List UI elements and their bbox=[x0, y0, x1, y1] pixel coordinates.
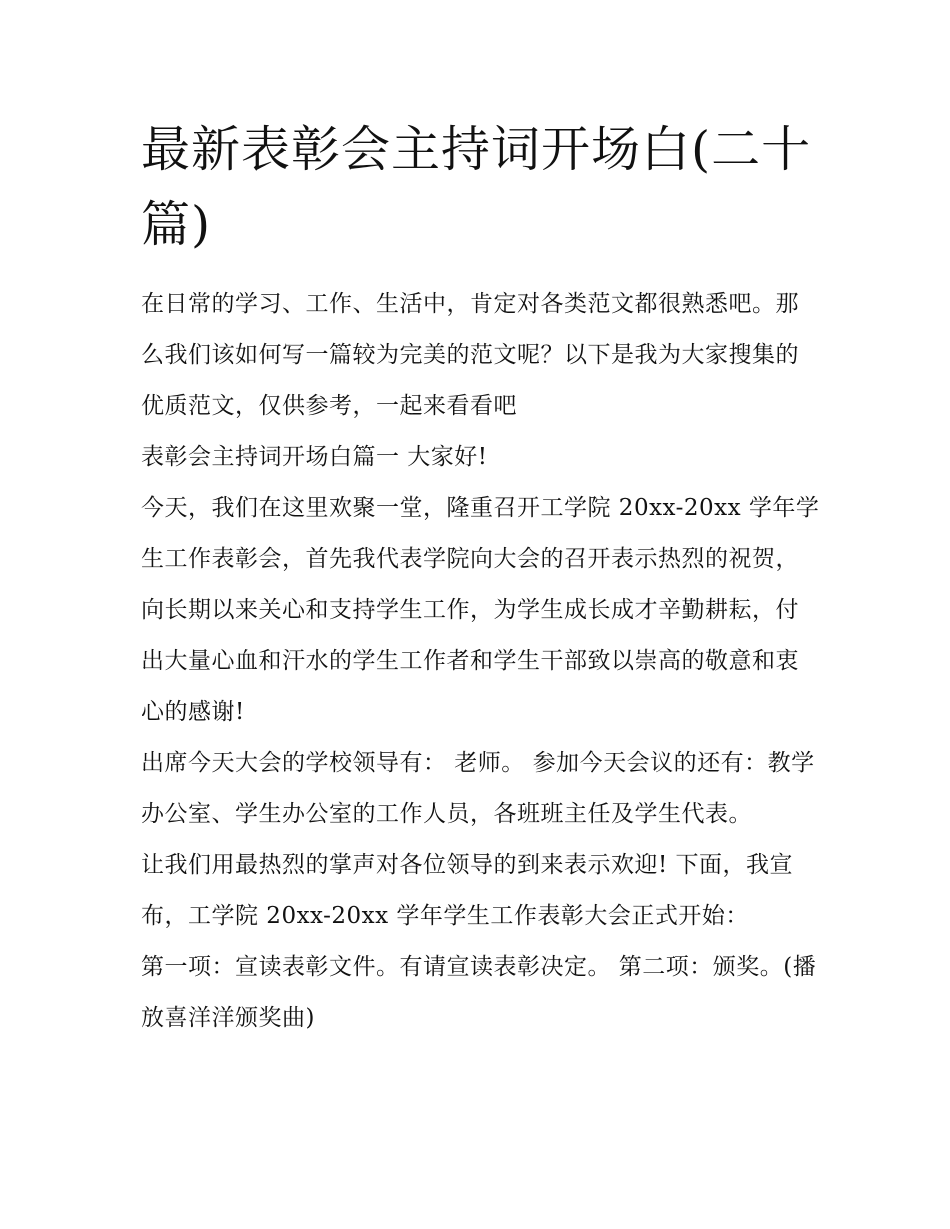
paragraph-attendees: 出席今天大会的学校领导有： 老师。 参加今天会议的还有：教学办公室、学生办公室的工作人员，各班班主任及学生代表。 bbox=[141, 750, 815, 827]
document-title: 最新表彰会主持词开场白(二十篇) bbox=[141, 121, 812, 253]
paragraph-section-heading: 表彰会主持词开场白篇一 大家好! bbox=[141, 444, 488, 470]
paragraph-agenda: 第一项：宣读表彰文件。有请宣读表彰决定。 第二项：颁奖。(播放喜洋洋颁奖曲) bbox=[141, 954, 817, 1031]
document-body bbox=[141, 279, 821, 1044]
paragraph-announcement: 让我们用最热烈的掌声对各位领导的到来表示欢迎! 下面，我宣布，工学院 20xx-20xx 学年学生工作表彰大会正式开始： bbox=[141, 852, 794, 929]
paragraph-intro: 在日常的学习、工作、生活中，肯定对各类范文都很熟悉吧。那么我们该如何写一篇较为完美的范文呢？以下是我为大家搜集的优质范文，仅供参考，一起来看看吧 bbox=[141, 291, 799, 419]
paragraph-opening: 今天，我们在这里欢聚一堂，隆重召开工学院 20xx-20xx 学年学生工作表彰会，首先我代表学院向大会的召开表示热烈的祝贺，向长期以来关心和支持学生工作，为学生成长成才辛勤耕耘，付出大量心血和汗水的学生工作者和学生干部致以崇高的敬意和衷心的感谢! bbox=[141, 495, 820, 725]
